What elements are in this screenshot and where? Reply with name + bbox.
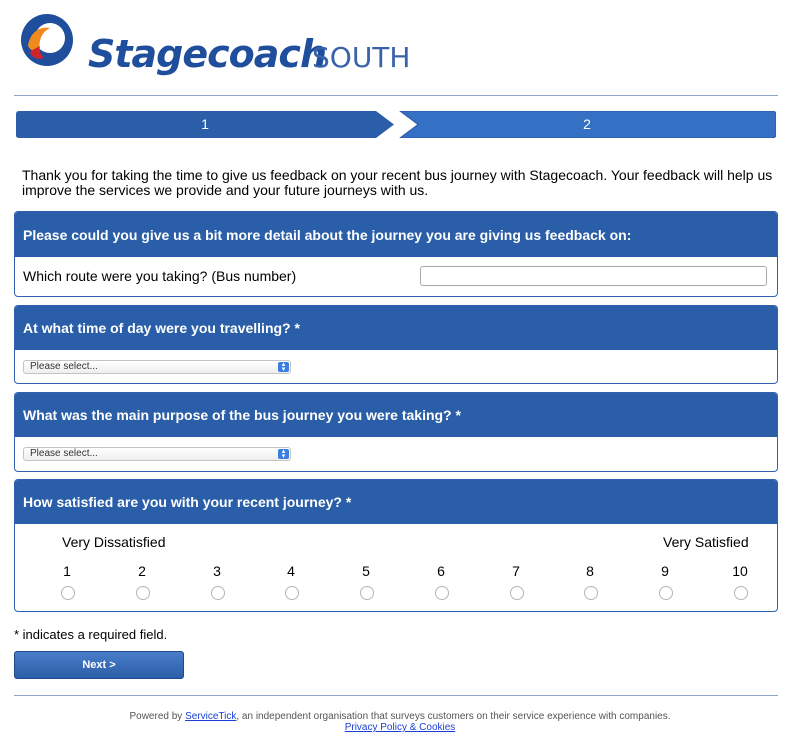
time-of-day-heading: At what time of day were you travelling? * [15, 306, 777, 350]
time-of-day-panel [14, 305, 778, 384]
powered-by-line [0, 711, 800, 722]
scale-number-2: 2 [138, 563, 146, 579]
next-button[interactable]: Next > [14, 651, 184, 679]
scale-low-label: Very Dissatisfied [62, 534, 166, 550]
time-of-day-select[interactable] [23, 360, 291, 374]
journey-purpose-selected: Please select... [30, 448, 98, 459]
footer-divider [14, 695, 778, 696]
required-field-note: * indicates a required field. [14, 627, 168, 642]
intro-text: Thank you for taking the time to give us feedback on your recent bus journey with Stagecoach. Your feedback will help us improve the services we provide and your future journeys with us. [22, 167, 773, 198]
time-of-day-selected: Please select... [30, 361, 98, 372]
stagecoach-swirl-icon [20, 12, 80, 72]
footer [0, 711, 800, 733]
journey-detail-panel [14, 211, 778, 297]
progress-bar [16, 111, 776, 138]
journey-purpose-heading: What was the main purpose of the bus journey you were taking? * [15, 393, 777, 437]
route-input[interactable] [420, 266, 767, 286]
select-arrows-icon: ▴ ▾ [278, 449, 289, 459]
scale-number-9: 9 [661, 563, 669, 579]
brand-region: SOUTH [312, 41, 411, 74]
powered-by-prefix: Powered by [129, 711, 183, 722]
satisfaction-radio-2[interactable] [136, 586, 150, 600]
stagecoach-logo [20, 12, 420, 76]
scale-number-5: 5 [362, 563, 370, 579]
scale-number-6: 6 [437, 563, 445, 579]
satisfaction-radio-9[interactable] [659, 586, 673, 600]
progress-step-1-label: 1 [201, 116, 209, 132]
progress-shapes [16, 111, 776, 138]
satisfaction-heading: How satisfied are you with your recent journey? * [15, 480, 777, 524]
satisfaction-radio-8[interactable] [584, 586, 598, 600]
powered-by-suffix: , an independent organisation that surveys customers on their service experience with companies. [236, 711, 671, 722]
journey-detail-heading: Please could you give us a bit more detail about the journey you are giving us feedback on: [15, 212, 777, 257]
satisfaction-radio-7[interactable] [510, 586, 524, 600]
satisfaction-radio-4[interactable] [285, 586, 299, 600]
satisfaction-radio-10[interactable] [734, 586, 748, 600]
scale-number-1: 1 [63, 563, 71, 579]
scale-high-label: Very Satisfied [663, 534, 749, 550]
journey-purpose-select[interactable] [23, 447, 291, 461]
journey-purpose-panel [14, 392, 778, 472]
progress-step-2-label: 2 [583, 116, 591, 132]
select-arrows-icon: ▴ ▾ [278, 362, 289, 372]
satisfaction-radio-3[interactable] [211, 586, 225, 600]
scale-number-4: 4 [287, 563, 295, 579]
satisfaction-panel [14, 479, 778, 612]
scale-number-7: 7 [512, 563, 520, 579]
privacy-policy-link[interactable]: Privacy Policy & Cookies [344, 722, 456, 733]
scale-number-10: 10 [732, 563, 748, 579]
scale-number-8: 8 [586, 563, 594, 579]
servicetick-link[interactable]: ServiceTick [185, 711, 237, 722]
brand-name: Stagecoach [88, 32, 327, 76]
satisfaction-radio-1[interactable] [61, 586, 75, 600]
header-divider [14, 95, 778, 96]
route-label: Which route were you taking? (Bus number) [23, 268, 297, 284]
scale-number-3: 3 [213, 563, 221, 579]
satisfaction-radio-5[interactable] [360, 586, 374, 600]
satisfaction-radio-6[interactable] [435, 586, 449, 600]
